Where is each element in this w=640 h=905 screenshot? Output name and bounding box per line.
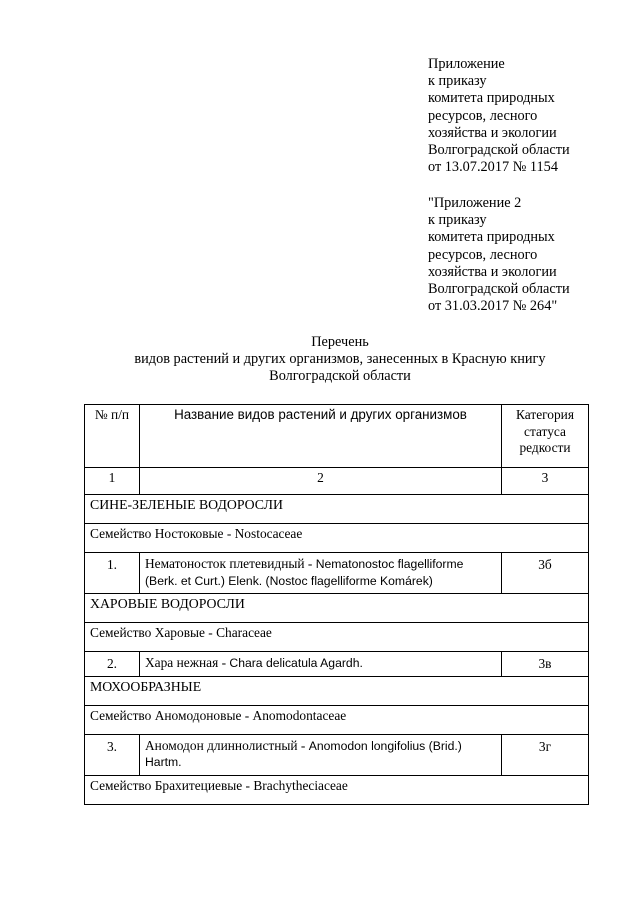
species-name-ru: Аномодон длиннолистный - [145, 737, 309, 753]
family-row [85, 705, 589, 734]
appendix-block-current [428, 56, 570, 176]
appendix-line: от 13.07.2017 № 1154 [428, 159, 558, 176]
species-name-latin: Nematonostoc flagelliforme (Berk. et Curt.) Elenk. (Nostoc flagelliforme Komárek) [145, 557, 464, 588]
group-title: ХАРОВЫЕ ВОДОРОСЛИ [85, 594, 589, 623]
appendix-line: к приказу [428, 212, 487, 229]
group-row [85, 495, 589, 524]
group-row [85, 676, 589, 705]
group-title: СИНЕ-ЗЕЛЕНЫЕ ВОДОРОСЛИ [85, 495, 589, 524]
appendix-block-quoted [428, 195, 570, 315]
heading-line: Волгоградской области [269, 368, 411, 385]
appendix-line: "Приложение 2 [428, 195, 522, 211]
species-category: 3б [502, 553, 589, 594]
family-title: Семейство Ностоковые - Nostocaceae [85, 524, 589, 553]
species-table [84, 404, 589, 805]
species-row [85, 652, 589, 677]
species-number: 1. [85, 553, 140, 594]
appendix-line: Волгоградской области [428, 142, 570, 159]
species-row [85, 553, 589, 594]
species-row [85, 734, 589, 775]
species-name [140, 734, 502, 775]
appendix-line: Волгоградской области [428, 281, 570, 298]
appendix-line: ресурсов, лесного [428, 107, 538, 124]
header-num: № п/п [85, 405, 140, 468]
species-name-latin: Anomodon longifolius (Brid.) Hartm. [145, 738, 462, 769]
index-cell: 1 [85, 468, 140, 495]
heading-line: видов растений и других организмов, занесенных в Красную книгу [134, 351, 546, 368]
species-category: 3в [502, 652, 589, 677]
species-name [140, 652, 502, 677]
species-name [140, 553, 502, 594]
group-title: МОХООБРАЗНЫЕ [85, 676, 589, 705]
heading-line: Перечень [311, 334, 369, 350]
appendix-line: хозяйства и экологии [428, 263, 557, 280]
species-name-latin: Chara delicatula Agardh. [229, 656, 363, 670]
appendix-line: ресурсов, лесного [428, 246, 538, 263]
species-number: 3. [85, 734, 140, 775]
species-number: 2. [85, 652, 140, 677]
index-cell: 3 [502, 468, 589, 495]
document-heading [80, 334, 600, 386]
group-row [85, 594, 589, 623]
index-cell: 2 [140, 468, 502, 495]
species-name-ru: Хара нежная - [145, 655, 230, 670]
header-name: Название видов растений и других организмов [140, 405, 502, 468]
family-title: Семейство Аномодоновые - Anomodontaceae [85, 705, 589, 734]
table-index-row [85, 468, 589, 495]
appendix-line: к приказу [428, 73, 487, 90]
species-name-ru: Нематоносток плетевидный - [145, 556, 316, 571]
table-header-row [85, 405, 589, 468]
family-row [85, 524, 589, 553]
appendix-line: Приложение [428, 56, 505, 72]
header-category: Категория статуса редкости [502, 405, 589, 468]
family-title: Семейство Харовые - Characeae [85, 623, 589, 652]
appendix-line: комитета природных [428, 229, 555, 246]
family-row [85, 775, 589, 804]
family-title: Семейство Брахитециевые - Brachytheciaceae [85, 775, 589, 804]
appendix-line: комитета природных [428, 90, 555, 107]
family-row [85, 623, 589, 652]
appendix-line: хозяйства и экологии [428, 124, 557, 141]
species-category: 3г [502, 734, 589, 775]
appendix-line: от 31.03.2017 № 264" [428, 298, 558, 315]
